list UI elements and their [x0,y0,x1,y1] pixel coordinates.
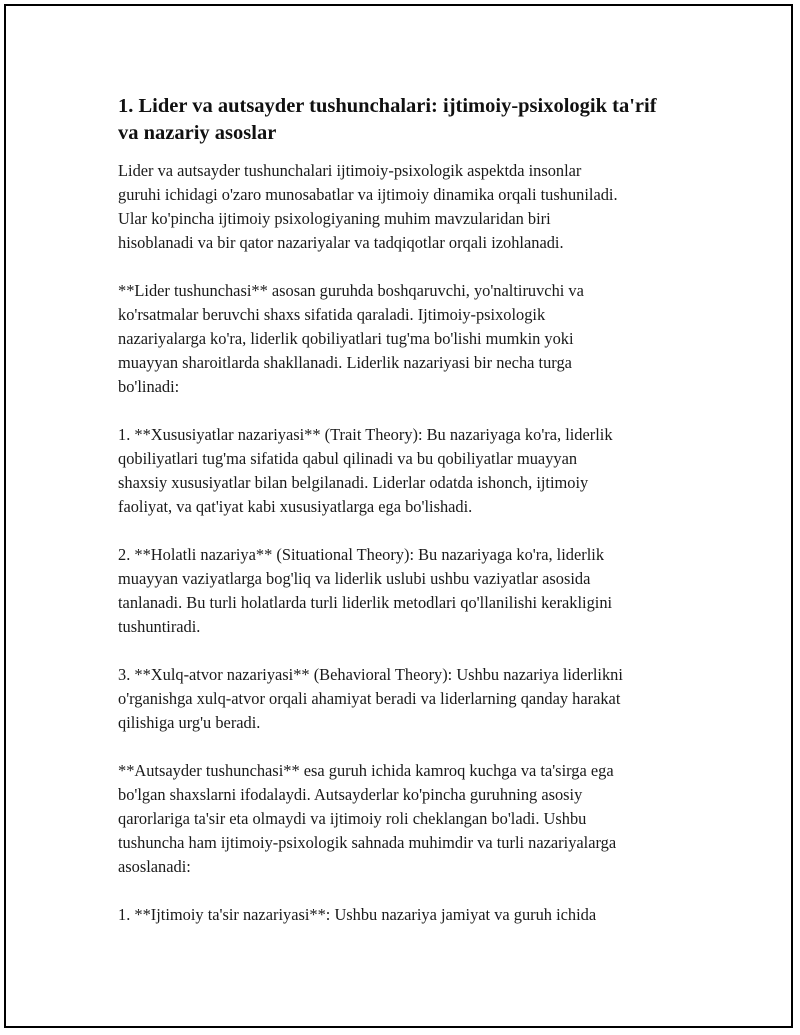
paragraph-outsider-concept: **Autsayder tushunchasi** esa guruh ichida kamroq kuchga va ta'sirga ega bo'lgan shaxslarni ifodalaydi. Autsayderlar ko'pincha guruhning asosiy qarorlariga ta'sir eta olmaydi va ijtimoiy roli cheklangan bo'ladi. Ushbu tushuncha ham ijtimoiy-psixologik sahnada muhimdir va turli nazariyalarga asoslanadi: [118,761,617,876]
paragraph-trait-theory: 1. **Xususiyatlar nazariyasi** (Trait Theory): Bu nazariyaga ko'ra, liderlik qobiliyatlari tug'ma sifatida qabul qilinadi va bu qobiliyatlar muayyan shaxsiy xususiyatlar bilan belgilanadi. Liderlar odatda ishonch, ijtimoiy faoliyat, va qat'iyat kabi xususiyatlarga ega bo'lishadi. [118,425,613,516]
paragraph-leader-concept: **Lider tushunchasi** asosan guruhda boshqaruvchi, yo'naltiruvchi va ko'rsatmalar beruvchi shaxs sifatida qaraladi. Ijtimoiy-psixologik nazariyalarga ko'ra, liderlik qobiliyatlari tug'ma bo'lishi mumkin yoki muayyan sharoitlarda shakllanadi. Liderlik nazariyasi bir necha turga bo'linadi: [118,281,584,396]
paragraph-behavioral-theory: 3. **Xulq-atvor nazariyasi** (Behavioral Theory): Ushbu nazariya liderlikni o'rganishga xulq-atvor orqali ahamiyat beradi va liderlarning qanday harakat qilishiga urg'u beradi. [118,665,623,732]
section-heading: 1. Lider va autsayder tushunchalari: ijtimoiy-psixologik ta'rif va nazariy asoslar [118,95,657,144]
document-body [118,93,698,927]
paragraph-social-influence-theory: 1. **Ijtimoiy ta'sir nazariyasi**: Ushbu nazariya jamiyat va guruh ichida [118,905,597,924]
paragraph-situational-theory: 2. **Holatli nazariya** (Situational Theory): Bu nazariyaga ko'ra, liderlik muayyan vaziyatlarga bog'liq va liderlik uslubi ushbu vaziyatlar asosida tanlanadi. Bu turli holatlarda turli liderlik metodlari qo'llanilishi kerakligini tushuntiradi. [118,545,613,636]
paragraph-intro: Lider va autsayder tushunchalari ijtimoiy-psixologik aspektda insonlar guruhi ichidagi o'zaro munosabatlar va ijtimoiy dinamika orqali tushuniladi. Ular ko'pincha ijtimoiy psixologiyaning muhim mavzularidan biri hisoblanadi va bir qator nazariyalar va tadqiqotlar orqali izohlanadi. [118,161,618,252]
